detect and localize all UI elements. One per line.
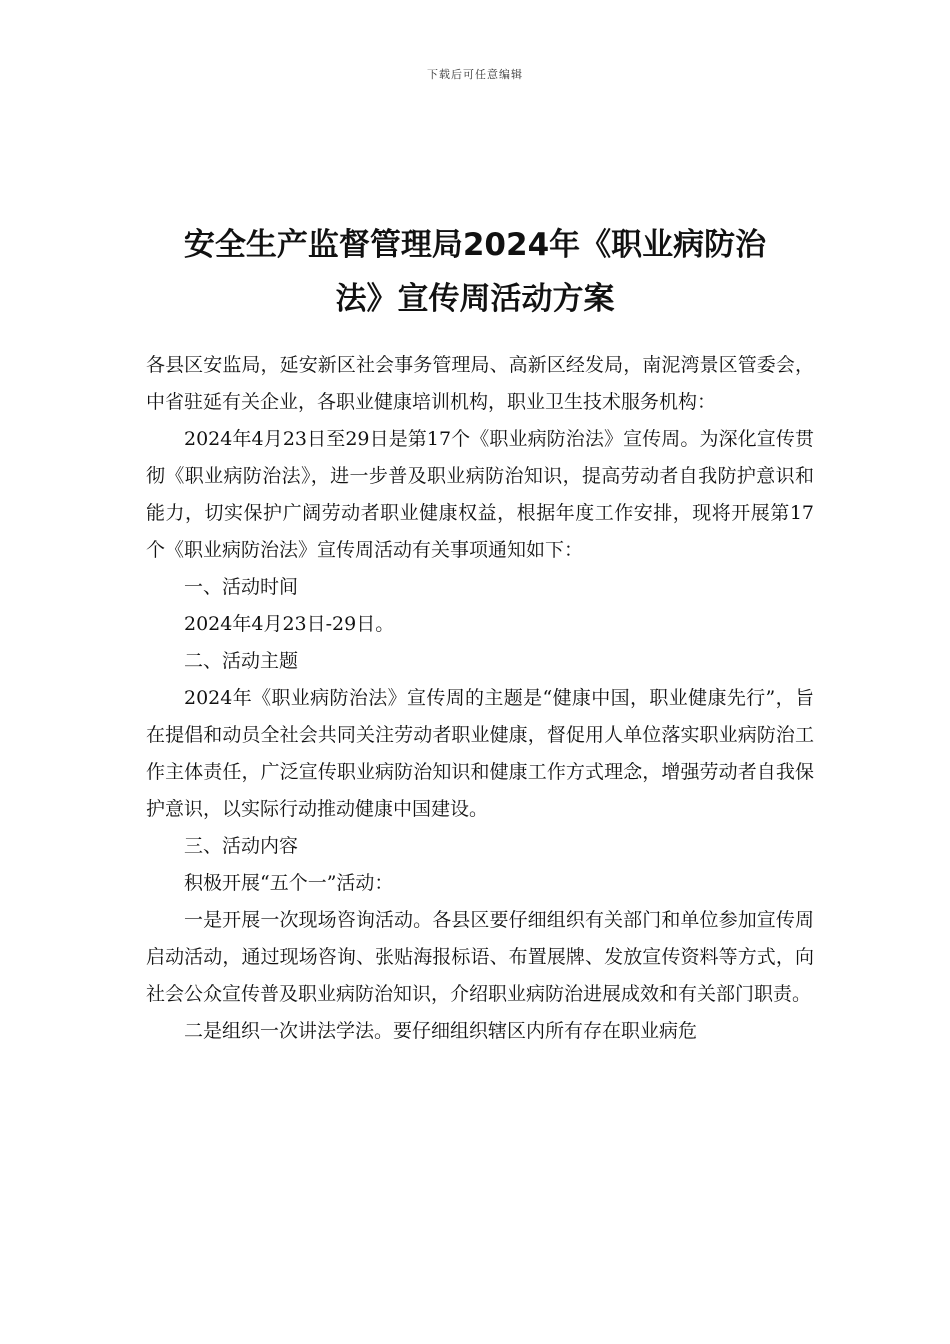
title-line-2: 法》宣传周活动方案 bbox=[335, 281, 615, 317]
document-title bbox=[120, 218, 830, 326]
document-body bbox=[146, 347, 814, 1050]
intro-paragraph: 2024年4月23日至29日是第17个《职业病防治法》宣传周。为深化宣传贯彻《职业病防治法》，进一步普及职业病防治知识，提高劳动者自我防护意识和能力，切实保护广阔劳动者职业健康权益，根据年度工作安排，现将开展第17个《职业病防治法》宣传周活动有关事项通知如下： bbox=[146, 428, 814, 561]
header-note: 下载后可任意编辑 bbox=[427, 68, 523, 81]
content-item-1-paragraph: 一是开展一次现场咨询活动。各县区要仔细组织有关部门和单位参加宣传周启动活动，通过现场咨询、张贴海报标语、布置展牌、发放宣传资料等方式，向社会公众宣传普及职业病防治知识，介绍职业病防治进展成效和有关部门职责。 bbox=[146, 909, 814, 1005]
section-heading-time: 一、活动时间 bbox=[184, 576, 299, 598]
theme-paragraph: 2024年《职业病防治法》宣传周的主题是“健康中国，职业健康先行”，旨在提倡和动员全社会共同关注劳动者职业健康，督促用人单位落实职业病防治工作主体责任，广泛宣传职业病防治知识和健康工作方式理念，增强劳动者自我保护意识，以实际行动推动健康中国建设。 bbox=[146, 687, 814, 820]
section-heading-theme: 二、活动主题 bbox=[184, 650, 299, 672]
content-item-2-paragraph: 二是组织一次讲法学法。要仔细组织辖区内所有存在职业病危 bbox=[184, 1020, 698, 1042]
title-line-1: 安全生产监督管理局2024年《职业病防治 bbox=[183, 227, 767, 263]
addressee-paragraph: 各县区安监局，延安新区社会事务管理局、高新区经发局，南泥湾景区管委会，中省驻延有关企业，各职业健康培训机构，职业卫生技术服务机构： bbox=[146, 354, 814, 413]
time-paragraph: 2024年4月23日-29日。 bbox=[184, 613, 395, 635]
content-intro-paragraph: 积极开展“五个一”活动： bbox=[184, 872, 394, 894]
section-heading-content: 三、活动内容 bbox=[184, 835, 299, 857]
